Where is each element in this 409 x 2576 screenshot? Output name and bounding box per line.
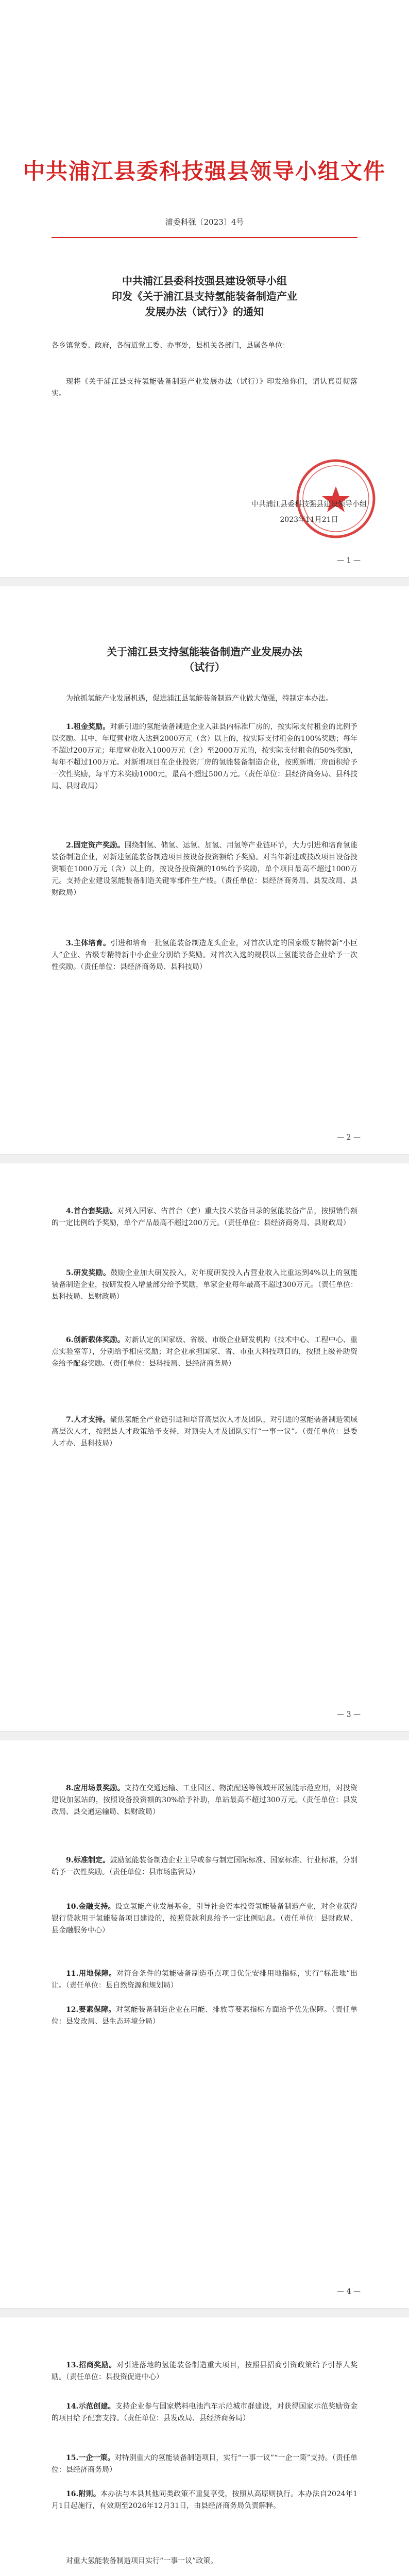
notice-title-line2: 印发《关于浦江县支持氢能装备制造产业 xyxy=(112,290,297,302)
policy-title-line2: （试行） xyxy=(184,661,225,673)
policy-item-13 xyxy=(52,2360,357,2383)
policy-intro: 为抢抓氢能产业发展机遇，促进浦江县氢能装备制造产业做大做强，特制定本办法。 xyxy=(66,694,333,703)
item-lead: 16.附则。 xyxy=(66,2490,101,2498)
item-text: 支持企业参与国家燃料电池汽车示范城市群建设，对获得国家示范奖励资金的项目给予配套支持。（责任单位：县发改局、县经济商务局） xyxy=(52,2402,358,2422)
item-text: 围绕制氢、储氢、运氢、加氢、用氢等产业链环节，大力引进和培育氢能装备制造企业，对新建氢能装备制造项目按设备投资额给予奖励。对当年新建或技改项目设备投资额在1000万元（含）以上的，按设备投资额的10%给予奖励，单个项目最高不超过1000万元。支持企业建设氢能装备制造关键零部件生产线。（责任单位：县经济商务局、县发改局、县财政局） xyxy=(52,841,357,897)
policy-item-2 xyxy=(52,840,357,899)
red-header-title: 中共浦江县委科技强县领导小组文件 xyxy=(23,159,386,184)
policy-item-11 xyxy=(52,1968,357,1992)
red-divider-line xyxy=(52,237,357,238)
policy-item-10 xyxy=(52,1901,357,1937)
policy-item-7 xyxy=(52,1414,357,1450)
item-lead: 8.应用场景奖励。 xyxy=(66,1784,125,1792)
page-number-4: — 4 — xyxy=(337,2287,361,2296)
page-break xyxy=(0,1731,409,1740)
item-lead: 9.标准制定。 xyxy=(66,1856,110,1865)
item-text: 聚焦氢能全产业链引进和培育高层次人才及团队，对引进的氢能装备制造领域高层次人才，按照县人才政策给予支持，对顶尖人才及团队实行“一事一议”。（责任单位：县委人才办、县科技局） xyxy=(52,1416,357,1448)
notice-title-line1: 中共浦江县委科技强县建设领导小组 xyxy=(122,275,287,287)
page-number-3: — 3 — xyxy=(337,1710,361,1719)
item-lead: 11.用地保障。 xyxy=(66,1970,117,1978)
item-lead: 6.创新载体奖励。 xyxy=(66,1336,125,1344)
policy-item-5 xyxy=(52,1267,357,1303)
item-text: 本办法与本县其他同类政策不重复享受，按照从高原则执行。本办法自2024年1月1日起施行，有效期至2026年12月31日，由县经济商务局负责解释。 xyxy=(52,2490,357,2510)
item-text: 对特别重大的氢能装备制造项目，实行“一事一议”“一企一策”支持。（责任单位：县经济商务局） xyxy=(52,2454,357,2474)
policy-closing: 对重大氢能装备制造项目实行“一事一议”政策。 xyxy=(66,2557,218,2565)
page-break xyxy=(0,577,409,586)
item-text: 对引进落地的氢能装备制造重大项目，按照县招商引资政策给予引荐人奖励。（责任单位：县投资促进中心） xyxy=(52,2361,358,2381)
page-break xyxy=(0,2308,409,2317)
item-lead: 14.示范创建。 xyxy=(66,2402,115,2411)
policy-title-line1: 关于浦江县支持氢能装备制造产业发展办法 xyxy=(107,646,302,658)
item-lead: 1.租金奖励。 xyxy=(66,723,110,731)
item-lead: 2.固定资产奖励。 xyxy=(66,841,125,850)
item-text: 鼓励氢能装备制造企业主导或参与制定国际标准、国家标准、行业标准，分别给予一次性奖励。（责任单位：县市场监管局） xyxy=(52,1856,357,1876)
policy-item-8 xyxy=(52,1783,357,1818)
notice-title-line3: 发展办法（试行）》的通知 xyxy=(145,306,264,318)
policy-item-4 xyxy=(52,1206,357,1229)
notice-body: 现将《关于浦江县支持氢能装备制造产业发展办法（试行）》印发给你们，请认真贯彻落实。 xyxy=(52,378,357,398)
notice-recipients: 各乡镇党委、政府，各街道党工委、办事处，县机关各部门，县属各单位： xyxy=(52,342,289,350)
item-lead: 5.研发奖励。 xyxy=(66,1269,111,1277)
item-text: 设立氢能产业发展基金，引导社会资本投资氢能装备制造产业，对企业获得银行贷款用于氢能装备项目建设的，按照贷款利息给予一定比例贴息。（责任单位：县财政局、县金融服务中心） xyxy=(52,1903,358,1935)
policy-item-12 xyxy=(52,2004,357,2028)
policy-item-6 xyxy=(52,1334,357,1370)
item-text: 对列入国家、省首台（套）重大技术装备目录的氢能装备产品，按照销售额的一定比例给予奖励，单个产品最高不超过200万元。（责任单位：县经济商务局、县财政局） xyxy=(52,1207,358,1227)
policy-item-16 xyxy=(52,2488,357,2512)
item-text: 引进和培育一批氢能装备制造龙头企业，对首次认定的国家级专精特新“小巨人”企业、省级专精特新中小企业分别给予奖励。对首次入选的规模以上氢能装备企业给予一次性奖励。（责任单位：县经济商务局、县科技局） xyxy=(52,939,357,971)
item-text: 对新引进的氢能装备制造企业入驻县内标准厂房的，按实际支付租金的比例予以奖励。其中，年度营业收入达到2000万元（含）以上的，按实际支付租金的100%奖励；每年不超过200万元；年度营业收入1000万元（含）至2000万元的，按实际支付租金的50%奖励，每年不超过100万元。对新增项目在企业投资厂房的氢能装备制造企业，按照新增厂房面积给予一次性奖励，每平方米奖励1000元，最高不超过500万元。（责任单位：县经济商务局、县科技局、县财政局） xyxy=(52,723,357,790)
policy-item-9 xyxy=(52,1855,357,1878)
item-text: 支持在交通运输、工业园区、物流配送等领域开展氢能示范应用，对投资建设加氢站的，按照设备投资额的30%给予补助，单站最高不超过300万元。（责任单位：县发改局、县交通运输局、县财政局） xyxy=(52,1784,357,1816)
item-text: 鼓励企业加大研发投入，对年度研发投入占营业收入比重达到4%以上的氢能装备制造企业，按研发投入增量部分给予奖励，单家企业每年最高不超过300万元。（责任单位：县科技局、县财政局） xyxy=(52,1269,357,1301)
page-number-2: — 2 — xyxy=(337,1133,361,1142)
item-lead: 10.金融支持。 xyxy=(66,1903,115,1911)
item-text: 对新认定的国家级、省级、市级企业研发机构（技术中心、工程中心、重点实验室等），分别给予相应奖励；对企业承担国家、省、市重大科技项目的，按照上级补助资金给予配套奖励。（责任单位：县科技局、县经济商务局） xyxy=(52,1336,357,1368)
policy-item-3 xyxy=(52,938,357,973)
item-lead: 4.首台套奖励。 xyxy=(66,1207,117,1215)
policy-item-1 xyxy=(52,721,357,792)
item-lead: 12.要素保障。 xyxy=(66,2006,116,2014)
policy-item-15 xyxy=(52,2452,357,2476)
policy-item-14 xyxy=(52,2401,357,2425)
item-lead: 7.人才支持。 xyxy=(66,1416,110,1424)
page-break xyxy=(0,1154,409,1163)
item-lead: 13.招商奖励。 xyxy=(66,2361,117,2369)
item-lead: 15.一企一策。 xyxy=(66,2454,115,2462)
item-text: 对符合条件的氢能装备制造重点项目优先安排用地指标，实行“标准地”出让。（责任单位：县自然资源和规划局） xyxy=(52,1970,357,1990)
item-text: 对氢能装备制造企业在用能、排放等要素指标方面给予优先保障。（责任单位：县发改局、县生态环境分局） xyxy=(52,2006,357,2026)
document-number: 浦委科强〔2023〕4号 xyxy=(165,217,244,227)
notice-signature: 中共浦江县委科技强县建设领导小组 xyxy=(251,500,367,509)
notice-date: 2023年11月21日 xyxy=(280,516,338,524)
page-number-1: — 1 — xyxy=(337,556,361,565)
item-lead: 3.主体培育。 xyxy=(66,939,111,947)
